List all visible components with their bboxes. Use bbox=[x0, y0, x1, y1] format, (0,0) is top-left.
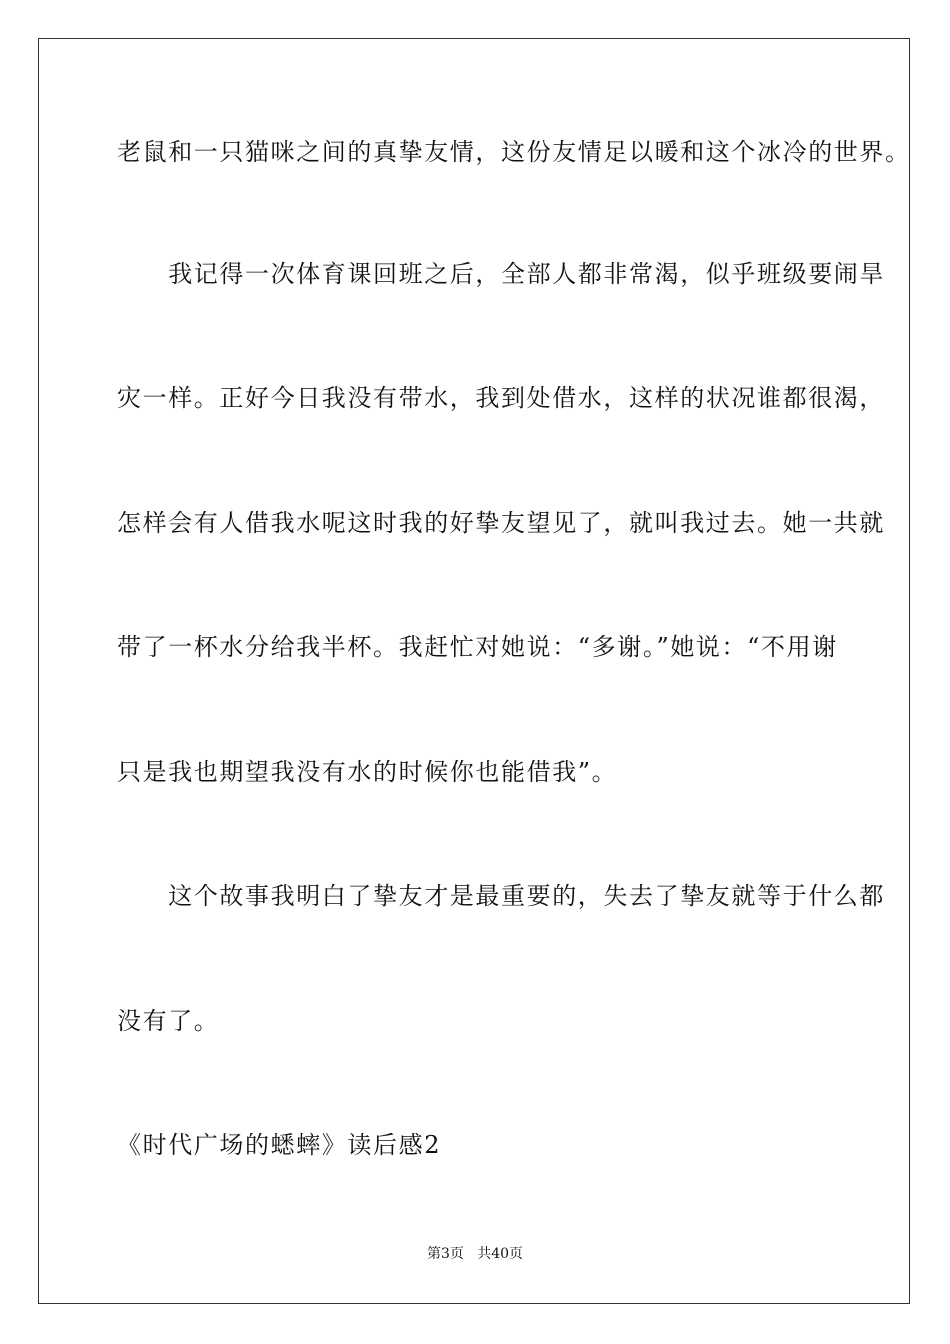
paragraph-line: 这个故事我明白了挚友才是最重要的，失去了挚友就等于什么都 bbox=[117, 882, 885, 910]
section-heading: 《时代广场的蟋蟀》读后感2 bbox=[117, 1131, 442, 1159]
paragraph-line: 带了一杯水分给我半杯。我赶忙对她说：“多谢。”她说：“不用谢 bbox=[117, 633, 838, 661]
paragraph-line: 怎样会有人借我水呢这时我的好挚友望见了，就叫我过去。她一共就 bbox=[117, 509, 885, 537]
paragraph-line: 我记得一次体育课回班之后，全部人都非常渴，似乎班级要闹旱 bbox=[117, 260, 885, 288]
paragraph-line: 没有了。 bbox=[117, 1007, 220, 1035]
paragraph-line: 只是我也期望我没有水的时候你也能借我”。 bbox=[117, 758, 618, 786]
paragraph-line: 灾一样。正好今日我没有带水，我到处借水，这样的状况谁都很渴， bbox=[117, 384, 885, 412]
paragraph-line: 老鼠和一只猫咪之间的真挚友情，这份友情足以暖和这个冰冷的世界。 bbox=[117, 138, 911, 166]
page-number-footer: 第3页 共40页 bbox=[426, 1246, 524, 1262]
page-border bbox=[38, 38, 910, 1304]
